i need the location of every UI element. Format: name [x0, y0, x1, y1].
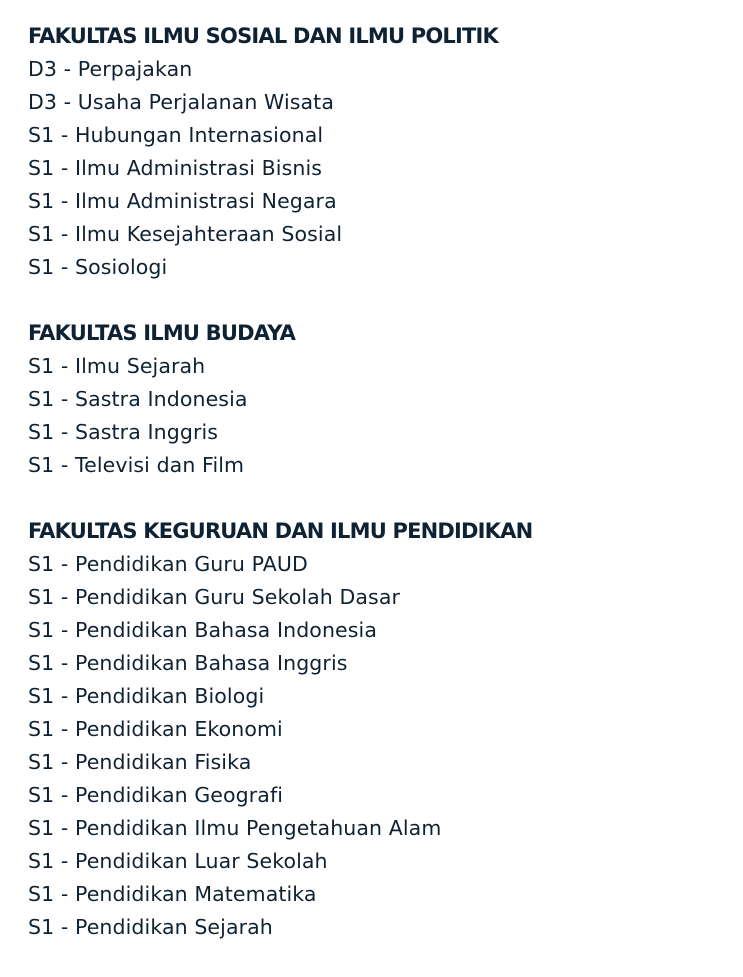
program-item: S1 - Pendidikan Luar Sekolah [28, 849, 328, 873]
program-item: S1 - Pendidikan Ilmu Pengetahuan Alam [28, 816, 442, 840]
program-item: S1 - Pendidikan Geografi [28, 783, 284, 807]
program-item: S1 - Pendidikan Biologi [28, 684, 265, 708]
faculty-section-fib [28, 317, 728, 482]
program-item: S1 - Pendidikan Guru PAUD [28, 552, 308, 576]
program-item: S1 - Pendidikan Ekonomi [28, 717, 283, 741]
program-item: S1 - Hubungan Internasional [28, 123, 324, 147]
faculty-section-fkip [28, 515, 728, 944]
program-item: S1 - Ilmu Kesejahteraan Sosial [28, 222, 343, 246]
faculty-heading: FAKULTAS ILMU SOSIAL DAN ILMU POLITIK [28, 24, 499, 48]
program-item: D3 - Usaha Perjalanan Wisata [28, 90, 334, 114]
faculty-section-fisip [28, 20, 728, 284]
faculty-heading: FAKULTAS KEGURUAN DAN ILMU PENDIDIKAN [28, 519, 533, 543]
program-list-document [28, 20, 728, 977]
program-item: S1 - Ilmu Administrasi Bisnis [28, 156, 323, 180]
program-item: S1 - Sosiologi [28, 255, 168, 279]
program-item: S1 - Sastra Inggris [28, 420, 219, 444]
faculty-heading: FAKULTAS ILMU BUDAYA [28, 321, 296, 345]
program-item: S1 - Pendidikan Bahasa Indonesia [28, 618, 377, 642]
program-item: S1 - Pendidikan Guru Sekolah Dasar [28, 585, 401, 609]
program-item: D3 - Perpajakan [28, 57, 193, 81]
program-item: S1 - Pendidikan Fisika [28, 750, 252, 774]
program-item: S1 - Sastra Indonesia [28, 387, 248, 411]
program-item: S1 - Ilmu Administrasi Negara [28, 189, 337, 213]
program-item: S1 - Ilmu Sejarah [28, 354, 206, 378]
program-item: S1 - Pendidikan Bahasa Inggris [28, 651, 348, 675]
program-item: S1 - Pendidikan Sejarah [28, 915, 273, 939]
program-item: S1 - Televisi dan Film [28, 453, 245, 477]
program-item: S1 - Pendidikan Matematika [28, 882, 317, 906]
